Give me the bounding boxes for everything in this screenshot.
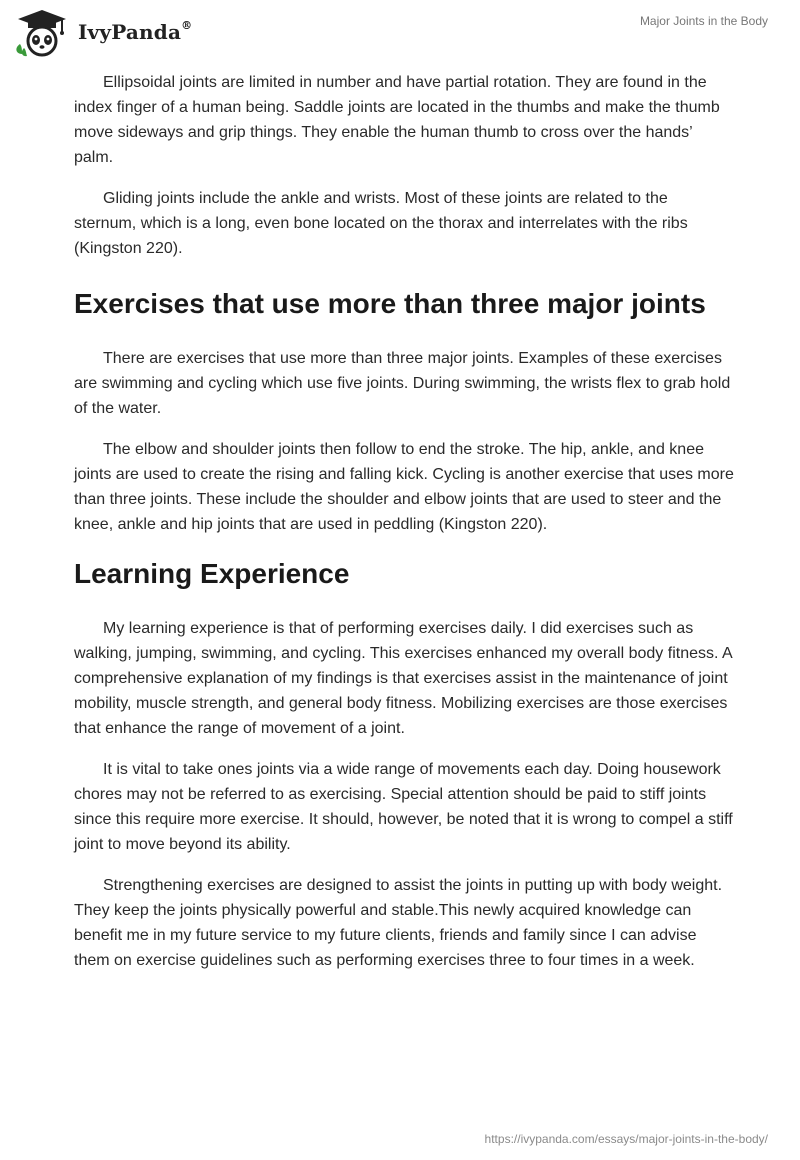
paragraph: Gliding joints include the ankle and wrists. Most of these joints are related to the sternum, which is a long, even bone located on the thorax and interrelates with the ribs (Kingston 220). — [74, 190, 688, 257]
brand-name — [78, 20, 192, 44]
paragraph: There are exercises that use more than three major joints. Examples of these exercises are swimming and cycling which use five joints. During swimming, the wrists flex to grab hold of the water. — [74, 350, 731, 417]
registered-mark: ® — [181, 19, 193, 33]
running-title: Major Joints in the Body — [639, 14, 768, 28]
paragraph: It is vital to take ones joints via a wide range of movements each day. Doing housework chores may not be referred to as exercising. Special attention should be paid to stiff joints since this require more exercise. It should, however, be noted that it is wrong to compel a stiff joint to move beyond its ability. — [74, 761, 733, 853]
section-heading: Exercises that use more than three major joints — [74, 288, 706, 319]
section-heading: Learning Experience — [74, 558, 350, 589]
panda-graduation-cap-icon — [14, 8, 70, 58]
essay-content — [74, 70, 734, 989]
paragraph: Strengthening exercises are designed to assist the joints in putting up with body weight. They keep the joints physically powerful and stable.This newly acquired knowledge can benefit me in my future service to my future clients, friends and family since I can advise them on exercise guidelines such as performing exercises three to four times in a week. — [74, 877, 723, 969]
source-url-link[interactable]: https://ivypanda.com/essays/major-joints-in-the-body/ — [484, 1132, 768, 1146]
page-header — [0, 0, 800, 70]
ivypanda-logo[interactable] — [14, 8, 254, 60]
paragraph: My learning experience is that of performing exercises daily. I did exercises such as walking, jumping, swimming, and cycling. This exercises enhanced my overall body fitness. A comprehensive explanation of my findings is that exercises assist in the maintenance of joint mobility, muscle strength, and general body fitness. Mobilizing exercises are those exercises that enhance the range of movement of a joint. — [74, 620, 732, 737]
paragraph: The elbow and shoulder joints then follow to end the stroke. The hip, ankle, and knee joints are used to create the rising and falling kick. Cycling is another exercise that uses more than three joints. These include the shoulder and elbow joints that are used to steer and the knee, ankle and hip joints that are used in peddling (Kingston 220). — [74, 441, 734, 533]
paragraph: Ellipsoidal joints are limited in number and have partial rotation. They are found in the index finger of a human being. Saddle joints are located in the thumbs and make the thumb move sideways and grip things. They enable the human thumb to cross over the hands’ palm. — [74, 74, 720, 166]
brand-text: IvyPanda — [78, 20, 182, 44]
